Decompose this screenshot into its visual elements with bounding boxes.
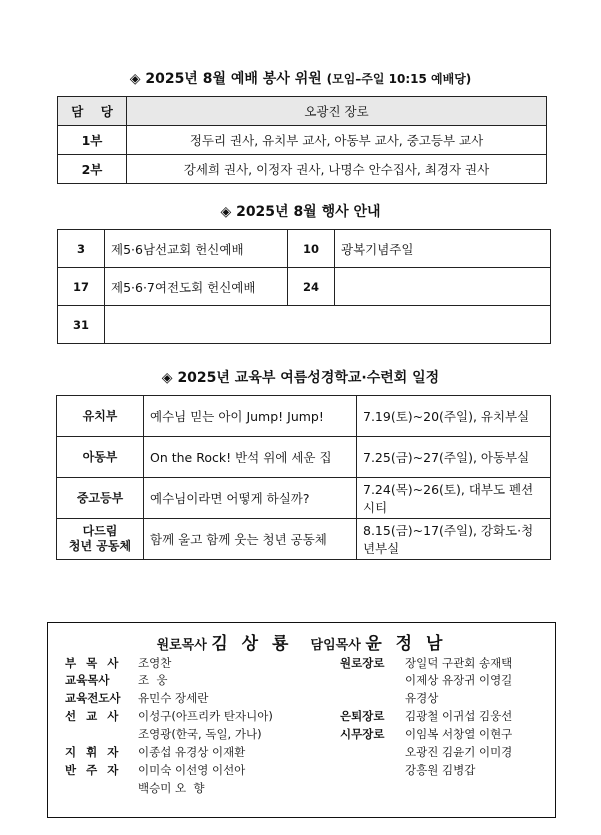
event-date: 31 (58, 306, 105, 344)
staff-role: 은퇴장로 (340, 709, 385, 723)
worship-service-table (57, 96, 547, 184)
event-date: 3 (58, 230, 105, 268)
program-theme: 예수님이라면 어떻게 하실까? (144, 478, 357, 519)
program-schedule: 7.19(토)~20(주일), 유치부실 (357, 396, 551, 437)
table-row (57, 519, 551, 560)
program-schedule: 7.25(금)~27(주일), 아동부실 (357, 437, 551, 478)
staff-names: 조영광(한국, 독일, 가나) (138, 727, 262, 741)
event-date: 24 (288, 268, 335, 306)
senior-pastor-label: 담임목사 (310, 638, 361, 653)
event-name (335, 268, 551, 306)
header-label: 담 당 (58, 97, 127, 126)
row-label: 1부 (58, 126, 127, 155)
program-theme: 예수님 믿는 아이 Jump! Jump! (144, 396, 357, 437)
program-schedule: 7.24(목)~26(토), 대부도 펜션시티 (357, 478, 551, 519)
staff-names: 유민수 장세란 (138, 691, 209, 705)
dept-name: 아동부 (57, 437, 144, 478)
staff-names: 이성구(아프리카 탄자니아) (138, 709, 273, 723)
staff-names: 이임복 서창열 이현구 (405, 727, 513, 741)
staff-role: 선 교 사 (65, 709, 122, 723)
staff-role: 지 휘 자 (65, 745, 122, 759)
staff-role: 부 목 사 (65, 656, 122, 670)
section1-title (0, 68, 601, 88)
program-theme: 함께 울고 함께 웃는 청년 공동체 (144, 519, 357, 560)
staff-names: 이제상 유장귀 이영길 (405, 673, 513, 687)
table-row (57, 437, 551, 478)
header-value: 오광진 장로 (127, 97, 547, 126)
table-row (58, 268, 551, 306)
staff-names: 조 웅 (138, 673, 168, 687)
event-name: 광복기념주일 (335, 230, 551, 268)
dept-name: 유치부 (57, 396, 144, 437)
emeritus-pastor-name: 김 상 룡 (211, 634, 293, 654)
staff-role: 교육목사 (65, 673, 110, 687)
table-row (57, 396, 551, 437)
table-row (57, 478, 551, 519)
event-name: 제5·6·7여전도회 헌신예배 (105, 268, 288, 306)
section3-title: ◈ 2025년 교육부 여름성경학교·수련회 일정 (161, 370, 440, 386)
section1-subtitle: (모임–주일 10:15 예배당) (326, 72, 472, 86)
table-row (58, 97, 547, 126)
table-row (58, 126, 547, 155)
staff-names: 유경상 (405, 691, 439, 705)
events-table (57, 229, 551, 344)
staff-role: 원로장로 (340, 656, 385, 670)
staff-directory (47, 622, 556, 818)
program-theme: On the Rock! 반석 위에 세운 집 (144, 437, 357, 478)
section1-title-text: ◈ 2025년 8월 예배 봉사 위원 (129, 71, 322, 87)
staff-role: 시무장로 (340, 727, 385, 741)
row-label: 2부 (58, 155, 127, 184)
emeritus-pastor-label: 원로목사 (156, 638, 207, 653)
dept-name: 중고등부 (57, 478, 144, 519)
table-row (58, 306, 551, 344)
event-name: 제5·6남선교회 헌신예배 (105, 230, 288, 268)
education-schedule-table (56, 395, 551, 560)
dept-name (57, 519, 144, 560)
dept-name-line1: 다드림 (82, 524, 118, 538)
staff-names: 오광진 김윤기 이미경 (405, 745, 513, 759)
staff-names: 이미숙 이선영 이선아 (138, 763, 246, 777)
event-date: 17 (58, 268, 105, 306)
row-value: 정두리 권사, 유치부 교사, 아동부 교사, 중고등부 교사 (127, 126, 547, 155)
table-row (58, 155, 547, 184)
row-value: 강세희 권사, 이정자 권사, 나명수 안수집사, 최경자 권사 (127, 155, 547, 184)
event-name (105, 306, 551, 344)
pastors-headline (48, 629, 555, 654)
staff-names: 강흥원 김병갑 (405, 763, 476, 777)
senior-pastor-name: 윤 정 남 (365, 634, 447, 654)
event-date: 10 (288, 230, 335, 268)
program-schedule: 8.15(금)~17(주일), 강화도·청년부실 (357, 519, 551, 560)
staff-names: 김광철 이귀섭 김웅선 (405, 709, 513, 723)
section2-title: ◈ 2025년 8월 행사 안내 (220, 204, 381, 220)
staff-role: 교육전도사 (65, 691, 121, 705)
staff-names: 이종섭 유경상 이재환 (138, 745, 246, 759)
staff-role: 반 주 자 (65, 763, 122, 777)
staff-names: 조영찬 (138, 656, 172, 670)
staff-names: 백승미 오 향 (138, 781, 205, 795)
staff-names: 장일덕 구관회 송재택 (405, 656, 513, 670)
table-row (58, 230, 551, 268)
dept-name-line2: 청년 공동체 (68, 539, 132, 553)
